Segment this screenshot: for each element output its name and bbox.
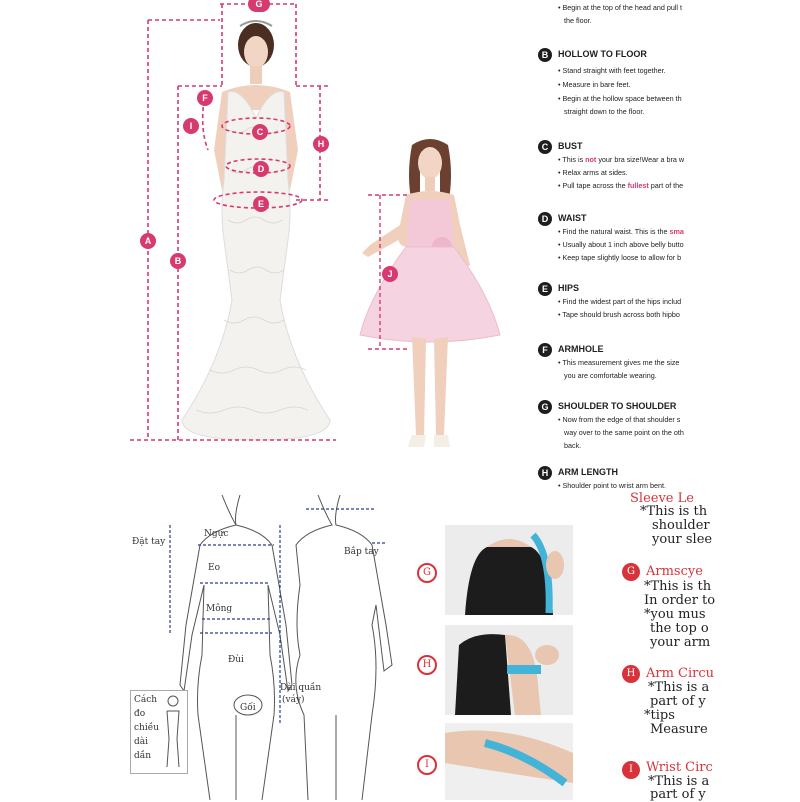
- marker-d: D: [253, 161, 269, 177]
- guide-title: ARM LENGTH: [558, 467, 618, 477]
- guide-item-armhole: [538, 343, 708, 383]
- measurement-sketch-panel: [120, 491, 716, 802]
- photo-armscye: [445, 525, 573, 615]
- guide-item-waist: [538, 212, 708, 262]
- bridal-gown-figure: [120, 0, 350, 450]
- guide-line: • This is not your bra size!Wear a bra w: [558, 155, 685, 164]
- label-nguc: Ngực: [204, 529, 229, 539]
- guide-line: you are comfortable wearing.: [564, 371, 657, 380]
- guide-title: BUST: [558, 141, 583, 151]
- badge-f: F: [538, 343, 552, 357]
- arm-circ-photo-art: [445, 625, 573, 715]
- wrist-photo-art: [445, 723, 573, 800]
- marker-b: B: [170, 253, 186, 269]
- guide-line: • Keep tape slightly loose to allow for b: [558, 253, 682, 262]
- guide-item-hollow-top: [538, 0, 708, 30]
- guide-line: • Find the natural waist. This is the sma: [558, 227, 684, 236]
- guide-line: • This measurement gives me the size: [558, 358, 680, 367]
- armscye-title: Armscye: [646, 564, 703, 579]
- marker-a: A: [140, 233, 156, 249]
- guide-title: HIPS: [558, 283, 580, 293]
- armscye-line: *you mus: [644, 607, 706, 622]
- armcirc-line: part of y: [650, 694, 706, 709]
- guide-line: way over to the same point on the oth: [564, 428, 684, 437]
- badge-c: C: [538, 140, 552, 154]
- sleeve-line: shoulder: [652, 518, 710, 533]
- armcirc-title: Arm Circu: [646, 666, 715, 681]
- letter-h-left: H: [417, 655, 437, 675]
- letter-i-right: I: [622, 761, 640, 779]
- inset-label-do: đo: [134, 709, 146, 719]
- inset-figure-icon: [161, 693, 185, 769]
- guide-item-arm-length: [538, 466, 708, 494]
- sleeve-line: *This is th: [640, 504, 708, 519]
- guide-line: • Now from the edge of that shoulder s: [558, 415, 681, 424]
- guide-line: • Shoulder point to wrist arm bent.: [558, 481, 666, 490]
- label-eo: Eo: [208, 563, 220, 573]
- armscye-line: *This is th: [644, 579, 712, 594]
- armcirc-line: *tips: [644, 708, 675, 723]
- marker-j: J: [382, 266, 398, 282]
- armscye-line: In order to: [644, 593, 716, 608]
- label-vay: (váy): [282, 695, 305, 705]
- wrist-line: *This is a: [648, 774, 710, 789]
- guide-line: • Relax arms at sides.: [558, 168, 628, 177]
- photo-wrist-circumference: [445, 723, 573, 800]
- guide-title: WAIST: [558, 213, 587, 223]
- guide-line: the floor.: [564, 16, 592, 25]
- label-goi: Gối: [240, 703, 256, 713]
- armscye-photo-art: [445, 525, 573, 615]
- inset-label-dai: dài: [134, 737, 149, 747]
- letter-g-left: G: [417, 563, 437, 583]
- badge-b: B: [538, 48, 552, 62]
- pink-dress-figure: [350, 135, 510, 480]
- label-dat-tay: Đặt tay: [132, 537, 166, 547]
- armscye-line: the top o: [650, 621, 709, 636]
- guide-title: HOLLOW TO FLOOR: [558, 49, 647, 59]
- guide-title: SHOULDER TO SHOULDER: [558, 401, 677, 411]
- inset-label-chieu: chiều: [134, 723, 160, 733]
- label-bap-tay: Bắp tay: [344, 547, 379, 557]
- label-mong: Mông: [206, 604, 233, 614]
- guide-line: • Find the widest part of the hips includ: [558, 297, 682, 306]
- badge-d: D: [538, 212, 552, 226]
- inset-label-dan: dần: [134, 751, 152, 761]
- guide-item-shoulder-to-shoulder: [538, 400, 708, 450]
- guide-line: • Usually about 1 inch above belly butto: [558, 240, 684, 249]
- guide-line: • Pull tape across the fullest part of the: [558, 181, 684, 190]
- measuring-inset: [130, 690, 188, 774]
- letter-i-left: I: [417, 755, 437, 775]
- marker-i: I: [183, 118, 199, 134]
- letter-g-right: G: [622, 563, 640, 581]
- marker-g: G: [248, 0, 270, 12]
- guide-line: • Begin at the top of the head and pull t: [558, 3, 683, 12]
- right-blank-area: [700, 0, 800, 495]
- guide-line: • Measure in bare feet.: [558, 80, 631, 89]
- guide-item-hollow-to-floor: [538, 48, 708, 118]
- armscye-line: your arm: [650, 635, 711, 650]
- armcirc-line: *This is a: [648, 680, 710, 695]
- badge-e: E: [538, 282, 552, 296]
- armcirc-line: Measure: [650, 722, 708, 737]
- label-dui: Đùi: [228, 655, 244, 665]
- guide-line: • Begin at the hollow space between th: [558, 94, 682, 103]
- marker-e: E: [253, 196, 269, 212]
- badge-h: H: [538, 466, 552, 480]
- letter-h-right: H: [622, 665, 640, 683]
- guide-item-bust: [538, 140, 708, 190]
- marker-c: C: [252, 124, 268, 140]
- guide-line: • Stand straight with feet together.: [558, 66, 666, 75]
- sleeve-title: Sleeve Le: [630, 491, 694, 506]
- photo-arm-circumference: [445, 625, 573, 715]
- guide-title: ARMHOLE: [558, 344, 604, 354]
- guide-line: straight down to the floor.: [564, 107, 645, 116]
- marker-f: F: [197, 90, 213, 106]
- guide-item-hips: [538, 282, 708, 322]
- sleeve-line: your slee: [652, 532, 713, 547]
- label-dai-quan: Dài quần: [280, 683, 322, 693]
- marker-h: H: [313, 136, 329, 152]
- wrist-title: Wrist Circ: [646, 760, 713, 775]
- inset-label-cach: Cách: [134, 695, 158, 705]
- wrist-line: part of y: [650, 787, 706, 802]
- guide-line: • Tape should brush across both hipbo: [558, 310, 680, 319]
- guide-line: back.: [564, 441, 582, 450]
- badge-g: G: [538, 400, 552, 414]
